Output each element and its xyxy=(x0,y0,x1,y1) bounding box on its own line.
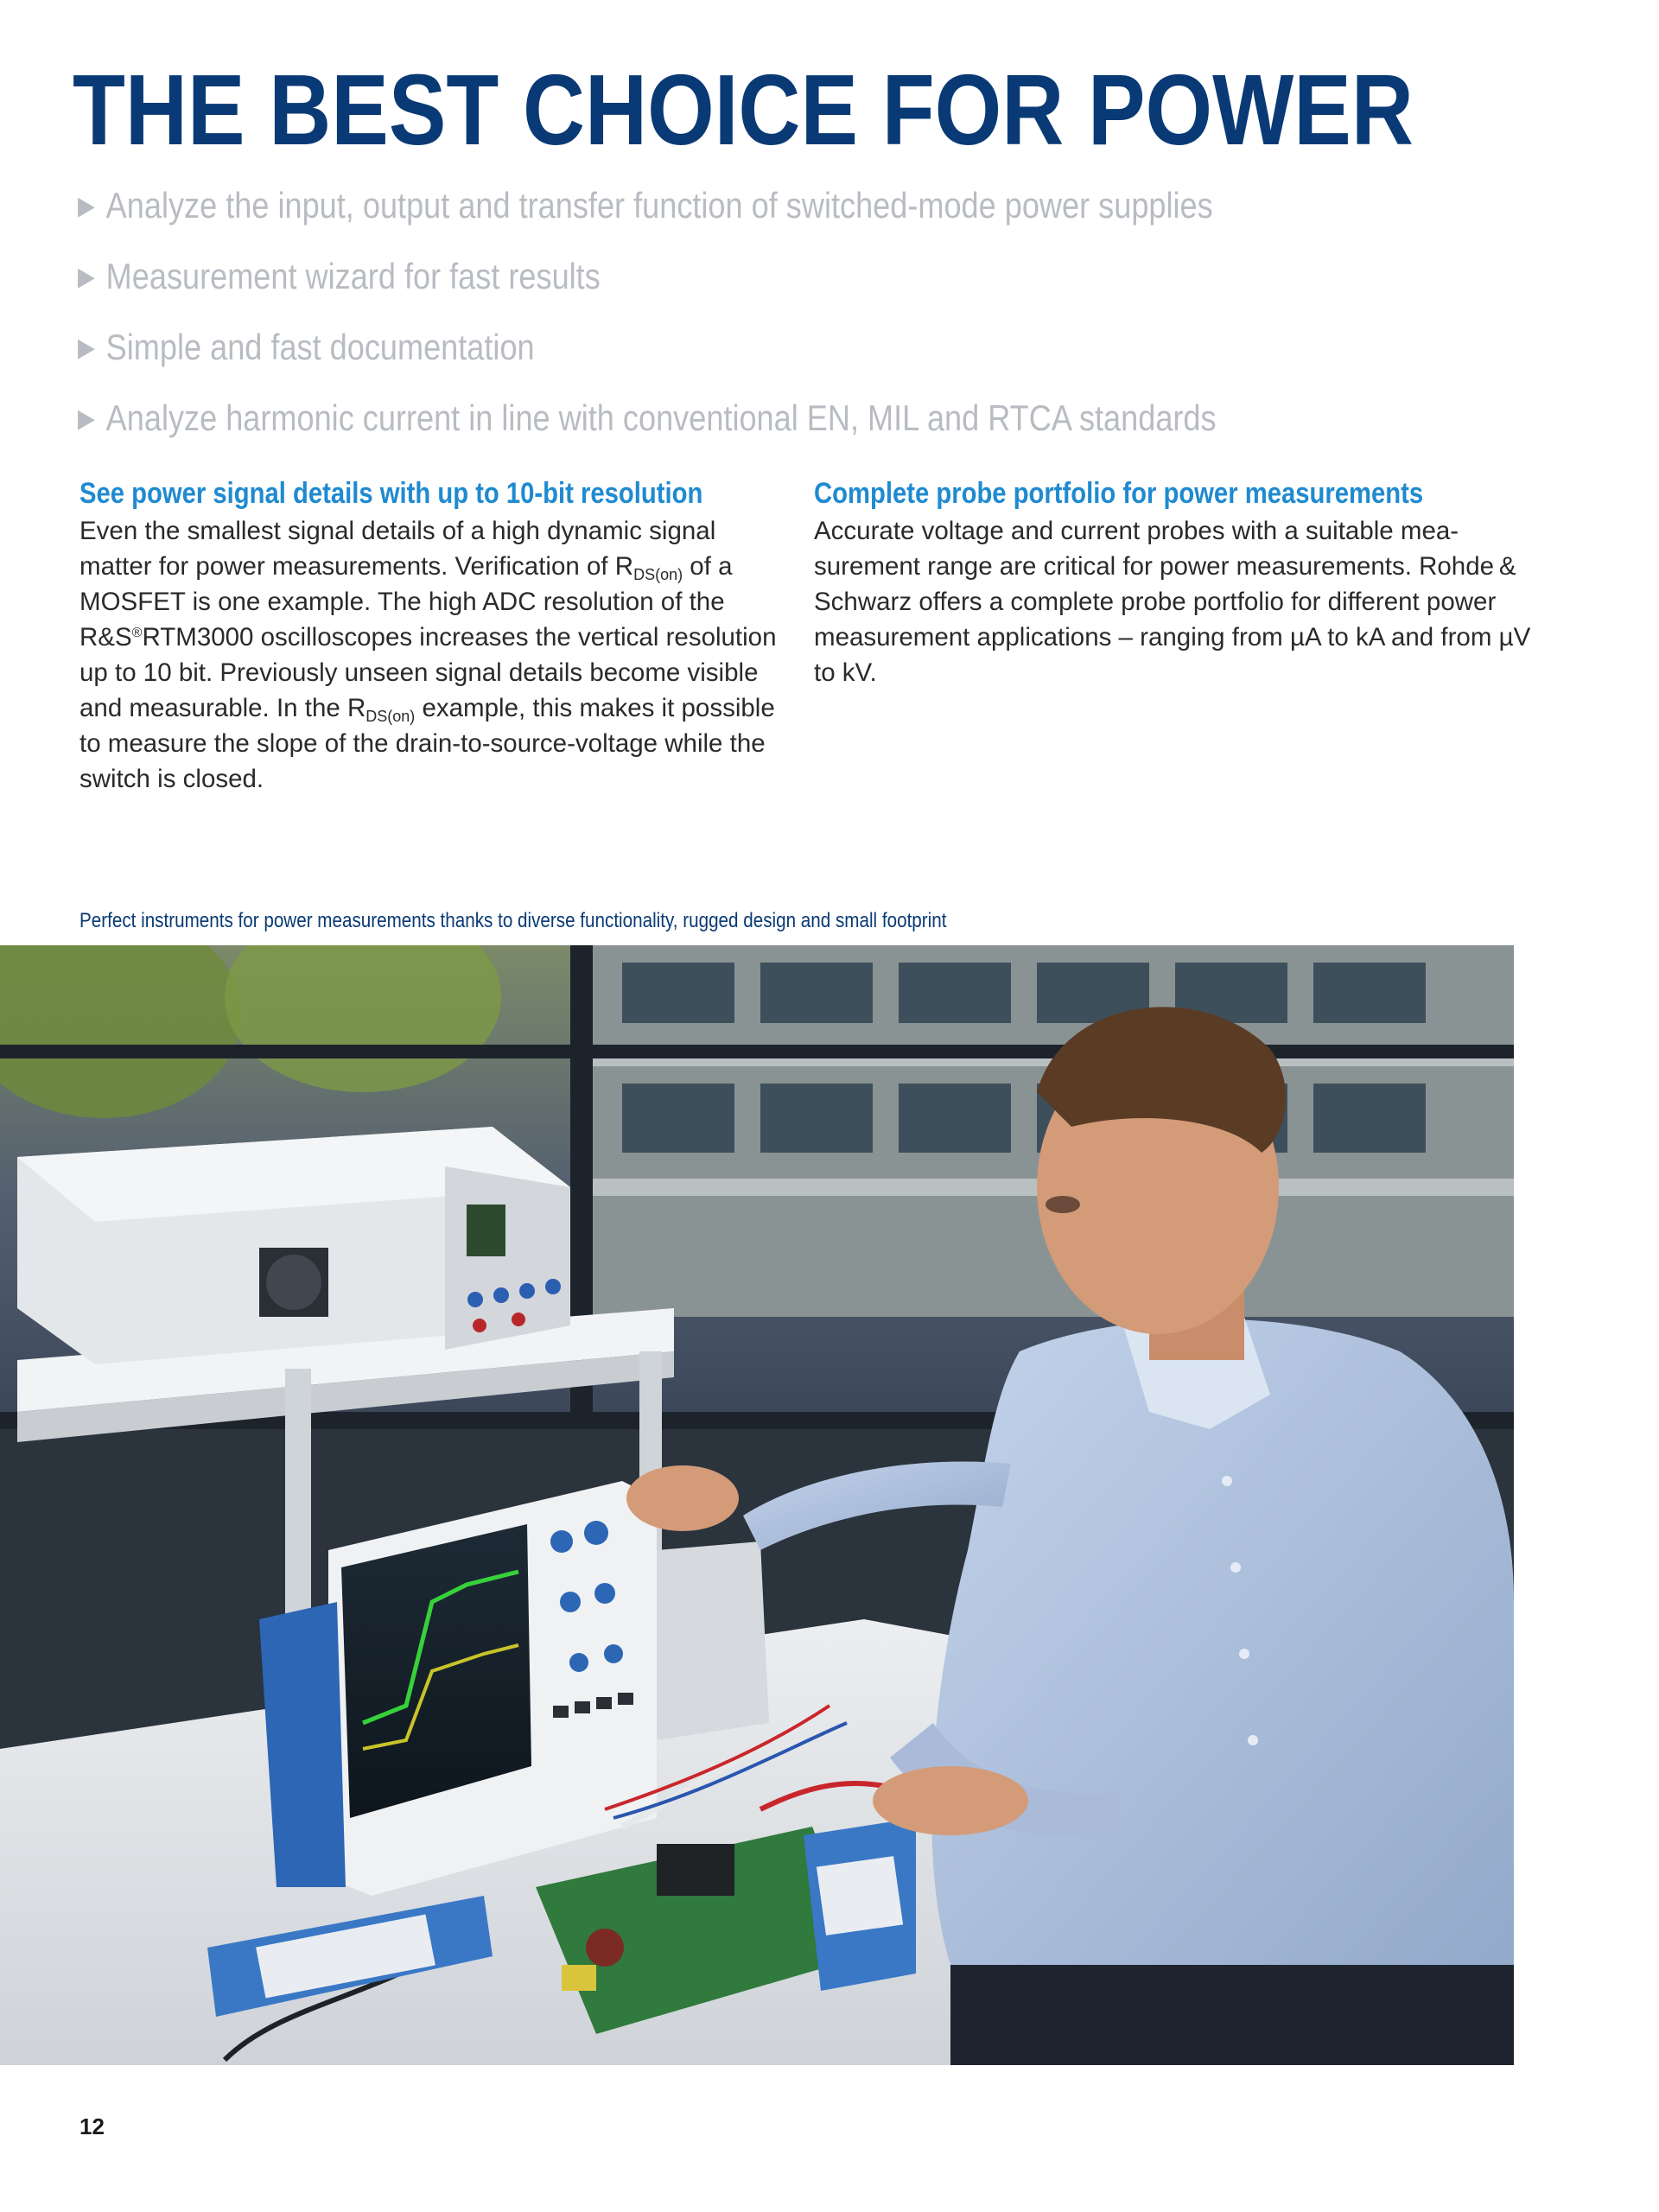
probe-section xyxy=(814,475,1531,690)
triangle-right-icon: ▶ xyxy=(78,404,95,433)
probe-body: Accurate voltage and current probes with a suitable measurement range are critical for power measurements. Rohde & Schwarz offers a complete probe portfolio for different power measurement applications – ranging from µA to kA and from µV to kV. xyxy=(814,517,1531,687)
triangle-right-icon: ▶ xyxy=(78,263,95,291)
resolution-heading: See power signal details with up to 10-bit resolution xyxy=(79,477,703,510)
feature-bullet-list xyxy=(78,180,1402,463)
feature-bullet: ▶ Measurement wizard for fast results xyxy=(78,251,1217,321)
photo-caption: Perfect instruments for power measurements thanks to diverse functionality, rugged design and small footprint xyxy=(79,909,947,932)
page-number: 12 xyxy=(79,2113,105,2139)
triangle-right-icon: ▶ xyxy=(78,334,95,362)
lab-photo-illustration xyxy=(0,945,1514,2065)
resolution-section xyxy=(79,475,779,797)
feature-bullet: ▶ Simple and fast documentation xyxy=(78,321,1217,392)
lab-photo xyxy=(0,945,1514,2065)
probe-heading: Complete probe portfolio for power measurements xyxy=(814,477,1424,510)
triangle-right-icon: ▶ xyxy=(78,192,95,220)
feature-bullet: ▶ Analyze the input, output and transfer function of switched-mode power supplies xyxy=(78,180,1217,251)
feature-bullet: ▶ Analyze harmonic current in line with conventional EN, MIL and RTCA standards xyxy=(78,392,1217,463)
page-title: THE BEST CHOICE FOR POWER xyxy=(73,54,1414,166)
resolution-body: Even the smallest signal details of a high dynamic signal matter for power measurements. Verification of $R_{DS(on)}$ of a MOSFET is one example. The high ADC resolution of the R&S®RTM3000 oscilloscopes increases the vertical resolution up to 10 bit. Previously unseen signal details become visible and measurable. In the $R_{DS(on)}$ example, this makes it possible to measure the slope of the drain-to-source-voltage while the switch is closed. xyxy=(79,517,777,793)
